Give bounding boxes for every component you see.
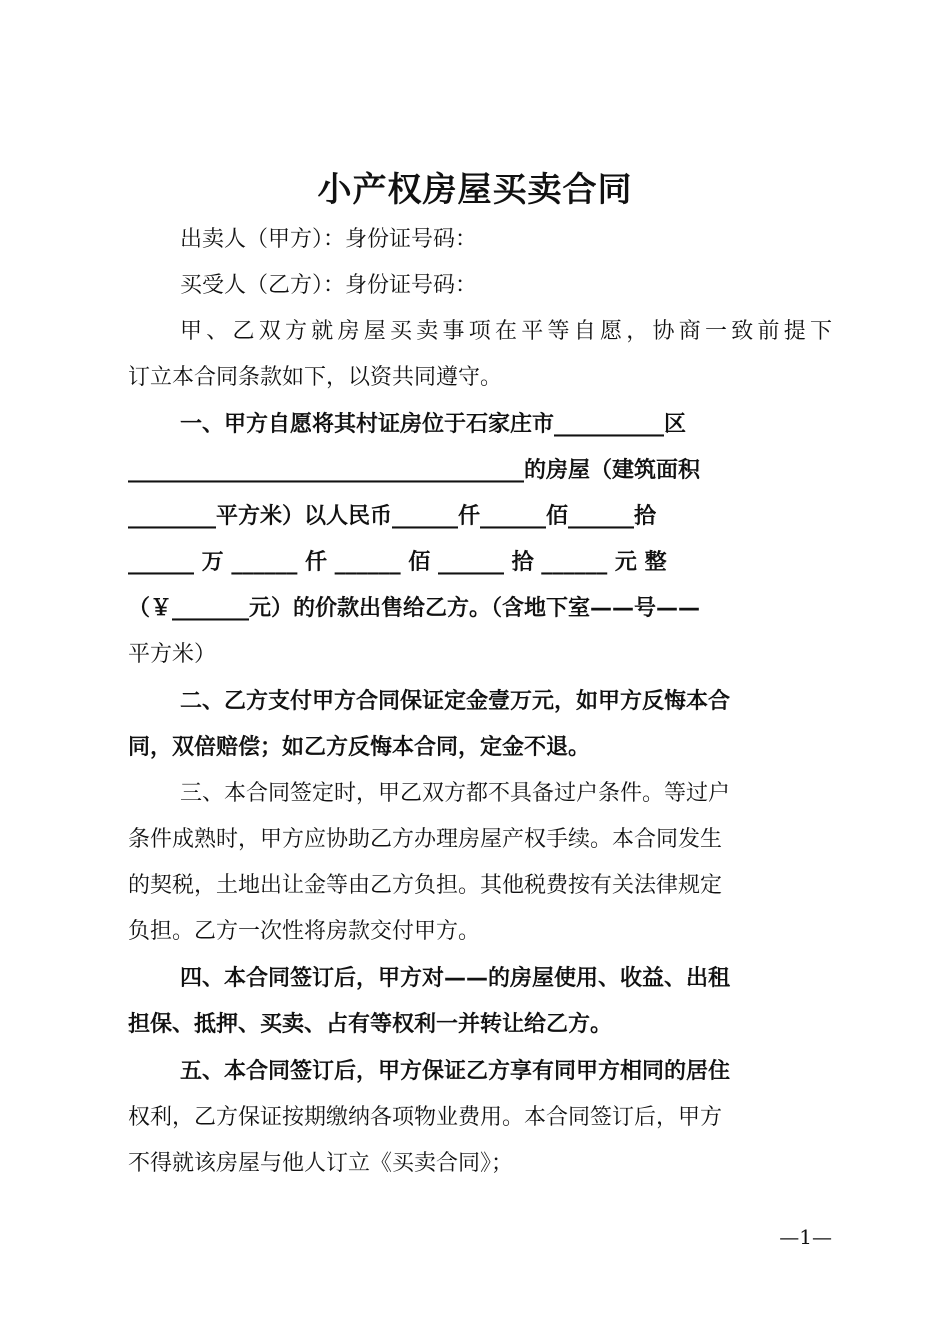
clause-3-line-1: 三、本合同签定时，甲乙双方都不具备过户条件。等过户 (180, 781, 731, 806)
clause-3-line-3: 的契税，土地出让金等由乙方负担。其他税费按有关法律规定 (128, 873, 723, 898)
preamble-line-1: 甲、乙双方就房屋买卖事项在平等自愿，协商一致前提下 (180, 319, 832, 344)
clause-2-line-2: 同，双倍赔偿；如乙方反悔本合同，定金不退。 (128, 735, 591, 760)
clause-1-line-3: ________平方米）以人民币______仟______佰______拾 (128, 504, 657, 529)
seller-line: 出卖人（甲方）：身份证号码： (180, 227, 478, 252)
clause-4-line-1: 四、本合同签订后，甲方对——的房屋使用、收益、出租 (180, 966, 731, 991)
document-title: 小产权房屋买卖合同 (317, 170, 633, 210)
clause-1-line-2: ____________________________________的房屋（建筑面积 (128, 458, 701, 483)
buyer-line: 买受人（乙方）：身份证号码： (180, 273, 478, 298)
clause-5-line-2: 权利，乙方保证按期缴纳各项物业费用。本合同签订后，甲方 (128, 1105, 723, 1130)
preamble-line-2: 订立本合同条款如下，以资共同遵守。 (128, 365, 503, 390)
clause-3-line-4: 负担。乙方一次性将房款交付甲方。 (128, 919, 481, 944)
clause-5-line-1: 五、本合同签订后，甲方保证乙方享有同甲方相同的居住 (180, 1059, 731, 1084)
clause-3-line-2: 条件成熟时，甲方应协助乙方办理房屋产权手续。本合同发生 (128, 827, 723, 852)
clause-1-line-6: 平方米） (128, 642, 217, 667)
clause-5-line-3: 不得就该房屋与他人订立《买卖合同》； (128, 1151, 514, 1176)
clause-1-line-4: ______ 万 ______ 仟 ______ 佰 ______ 拾 ______ 元 整 (128, 550, 667, 575)
page-number: —1— (779, 1225, 832, 1249)
clause-1-line-1: 一、甲方自愿将其村证房位于石家庄市__________区 (180, 412, 687, 437)
clause-4-line-2: 担保、抵押、买卖、占有等权利一并转让给乙方。 (128, 1012, 613, 1037)
clause-1-line-5: （￥_______元）的价款出售给乙方。（含地下室——号—— (128, 596, 701, 621)
clause-2-line-1: 二、乙方支付甲方合同保证定金壹万元，如甲方反悔本合 (180, 689, 731, 714)
